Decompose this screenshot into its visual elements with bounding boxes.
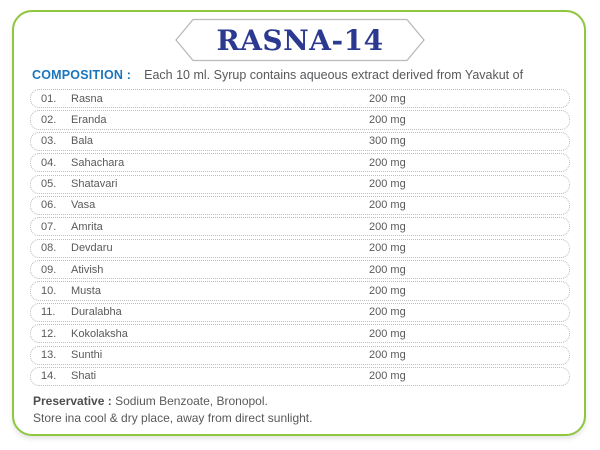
composition-table [30,89,570,386]
storage-instruction: Store ina cool & dry place, away from direct sunlight. [33,411,313,426]
ingredient-row [30,367,570,386]
ingredient-quantity: 200 mg [369,349,406,362]
ingredient-number: 12. [41,327,57,340]
preservative-text: Sodium Benzoate, Bronopol. [115,394,268,409]
ingredient-row [30,303,570,322]
ingredient-quantity: 200 mg [369,92,406,105]
ingredient-row [30,153,570,172]
ingredient-name: Kokolaksha [71,327,128,340]
product-title-banner [173,17,427,63]
ingredient-number: 04. [41,156,57,169]
ingredient-quantity: 200 mg [369,370,406,383]
ingredient-name: Shatavari [71,178,118,191]
ingredient-row [30,281,570,300]
ingredient-number: 02. [41,113,57,126]
ingredient-quantity: 200 mg [369,178,406,191]
ingredient-row [30,132,570,151]
ingredient-number: 07. [41,220,57,233]
ingredient-row [30,324,570,343]
ingredient-number: 09. [41,263,57,276]
ingredient-quantity: 200 mg [369,263,406,276]
ingredient-row [30,239,570,258]
ingredient-quantity: 200 mg [369,327,406,340]
ingredient-quantity: 200 mg [369,156,406,169]
ingredient-quantity: 200 mg [369,220,406,233]
ingredient-quantity: 200 mg [369,242,406,255]
ingredient-number: 05. [41,178,57,191]
ingredient-name: Shati [71,370,97,383]
ingredient-quantity: 300 mg [369,135,406,148]
label-content [30,68,570,427]
ingredient-row [30,89,570,108]
ingredient-quantity: 200 mg [369,199,406,212]
ingredient-number: 11. [41,306,56,319]
ingredient-row [30,175,570,194]
preservative-line [33,393,570,410]
ingredient-number: 06. [41,199,57,212]
ingredient-name: Devdaru [71,242,113,255]
ingredient-name: Sahachara [71,156,125,169]
ingredient-name: Amrita [71,220,103,233]
ingredient-name: Vasa [71,199,96,212]
ingredient-row [30,217,570,236]
ingredient-row [30,260,570,279]
product-title: RASNA-14 [216,23,384,57]
ingredient-number: 01. [41,92,57,105]
ingredient-name: Bala [71,135,94,148]
ingredient-name: Musta [71,284,101,297]
ingredient-name: Rasna [71,92,103,105]
ingredient-row [30,110,570,129]
ingredient-number: 13. [41,349,57,362]
ingredient-quantity: 200 mg [369,113,406,126]
ingredient-number: 08. [41,242,57,255]
preservative-label: Preservative : [33,394,112,409]
ingredient-name: Eranda [71,113,107,126]
composition-line [32,68,570,82]
ingredient-name: Sunthi [71,349,103,362]
ingredient-number: 10. [41,284,57,297]
ingredient-name: Duralabha [71,306,122,319]
ingredient-row [30,196,570,215]
ingredient-number: 03. [41,135,57,148]
composition-description: Each 10 ml. Syrup contains aqueous extract derived from Yavakut of [144,68,524,82]
ingredient-name: Ativish [71,263,104,276]
ingredient-quantity: 200 mg [369,284,406,297]
ingredient-number: 14. [41,370,57,383]
footer-notes [30,393,570,427]
composition-label: COMPOSITION : [32,68,132,82]
ingredient-row [30,346,570,365]
ingredient-quantity: 200 mg [369,306,406,319]
